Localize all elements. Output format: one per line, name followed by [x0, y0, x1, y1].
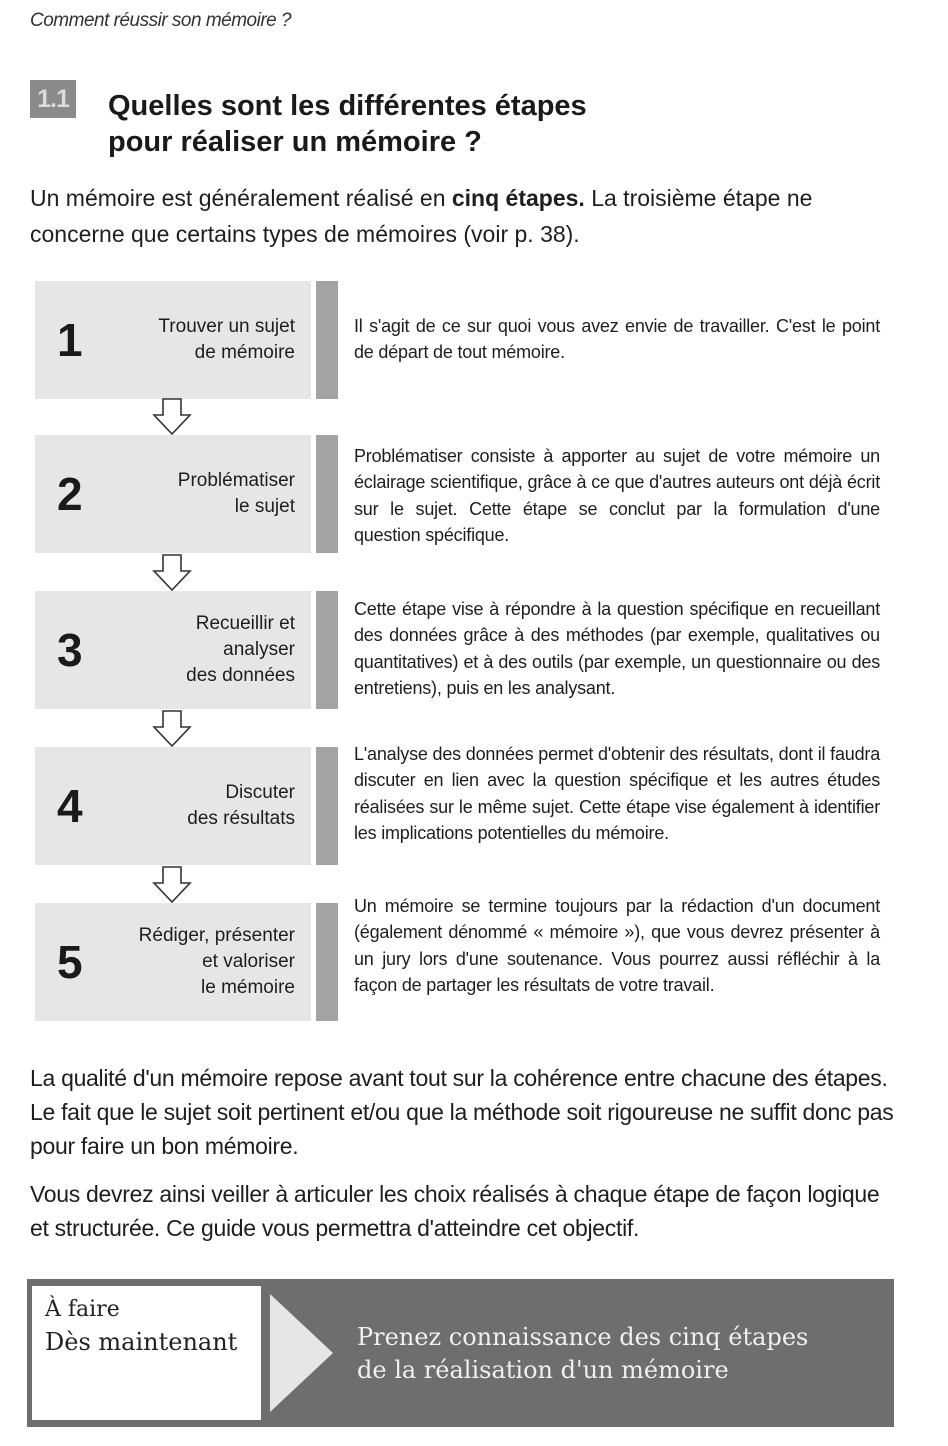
step-box-2 [35, 435, 311, 553]
step-label: Recueillir et analyser des données [186, 613, 295, 686]
down-arrow-icon [152, 554, 192, 592]
step-number: 1 [57, 314, 83, 366]
step-number: 2 [57, 468, 83, 520]
todo-label-line2: Dès maintenant [45, 1328, 238, 1356]
intro-after: La troisième étape ne concerne que certains types de mémoires (voir p. 38). [30, 185, 813, 247]
body-paragraph-1: La qualité d'un mémoire repose avant tout sur la cohérence entre chacune des étapes. Le fait que le sujet soit pertinent et/ou que la méthode soit rigoureuse ne suffit donc pas pour faire un bon mémoire. [30, 1065, 894, 1159]
body-paragraph-2: Vous devrez ainsi veiller à articuler les choix réalisés à chaque étape de façon logique et structurée. Ce guide vous permettra d'atteindre cet objectif. [30, 1181, 880, 1241]
step-description-3: Cette étape vise à répondre à la question spécifique en recueillant des données grâce à des méthodes (par exemple, qualitatives ou quantitatives) et à des outils (par exemple, un questionnaire ou des entretiens), puis en les analysant. [354, 599, 880, 698]
step-description-1: Il s'agit de ce sur quoi vous avez envie de travailler. C'est le point de départ de tout mémoire. [354, 316, 880, 363]
step-label: Problématiser le sujet [177, 470, 295, 517]
down-arrow-icon [152, 710, 192, 748]
intro-paragraph [30, 180, 900, 252]
step-number: 5 [57, 936, 83, 988]
down-arrow-icon [152, 866, 192, 904]
step-number: 4 [57, 780, 83, 832]
running-head: Comment réussir son mémoire ? [30, 10, 292, 31]
step-description-2: Problématiser consiste à apporter au sujet de votre mémoire un éclairage scientifique, grâce à ce que d'autres auteurs ont déjà écrit sur le sujet. Cette étape se conclut par la formulation d'une question spécifique. [354, 446, 880, 545]
step-bar-1 [316, 281, 338, 399]
step-box-1 [35, 281, 311, 399]
step-box-3 [35, 591, 311, 709]
right-arrow-icon [270, 1294, 333, 1412]
step-description-5: Un mémoire se termine toujours par la rédaction d'un document (également dénommé « mémoire »), que vous devrez présenter à un jury lors d'une soutenance. Vous pourrez aussi réfléchir à la façon de partager les résultats de votre travail. [354, 896, 880, 995]
section-number-badge: 1.1 [30, 80, 76, 118]
step-label: Trouver un sujet de mémoire [158, 316, 295, 363]
step-box-4 [35, 747, 311, 865]
section-title [108, 88, 587, 160]
section-title-line1: Quelles sont les différentes étapes [108, 90, 587, 122]
down-arrow-icon [152, 398, 192, 436]
step-box-5 [35, 903, 311, 1021]
step-bar-5 [316, 903, 338, 1021]
step-label: Rédiger, présenter et valoriser le mémoire [138, 925, 295, 998]
intro-before: Un mémoire est généralement réalisé en [30, 185, 452, 211]
todo-text-line1: Prenez connaissance des cinq étapes [357, 1323, 809, 1351]
todo-label-line1: À faire [45, 1297, 120, 1322]
intro-bold: cinq étapes. [451, 185, 585, 211]
step-bar-3 [316, 591, 338, 709]
todo-label-box [32, 1286, 261, 1420]
section-title-line2: pour réaliser un mémoire ? [108, 126, 482, 158]
step-label: Discuter des résultats [187, 782, 295, 829]
todo-instruction [357, 1321, 808, 1387]
step-bar-2 [316, 435, 338, 553]
step-bar-4 [316, 747, 338, 865]
step-description-4: L'analyse des données permet d'obtenir des résultats, dont il faudra discuter en lien avec la question spécifique et les autres études réalisées sur le même sujet. Cette étape vise également à identifier les implications potentielles du mémoire. [354, 744, 880, 843]
todo-text-line2: de la réalisation d'un mémoire [357, 1356, 729, 1384]
step-number: 3 [57, 624, 83, 676]
todo-callout [27, 1279, 894, 1427]
